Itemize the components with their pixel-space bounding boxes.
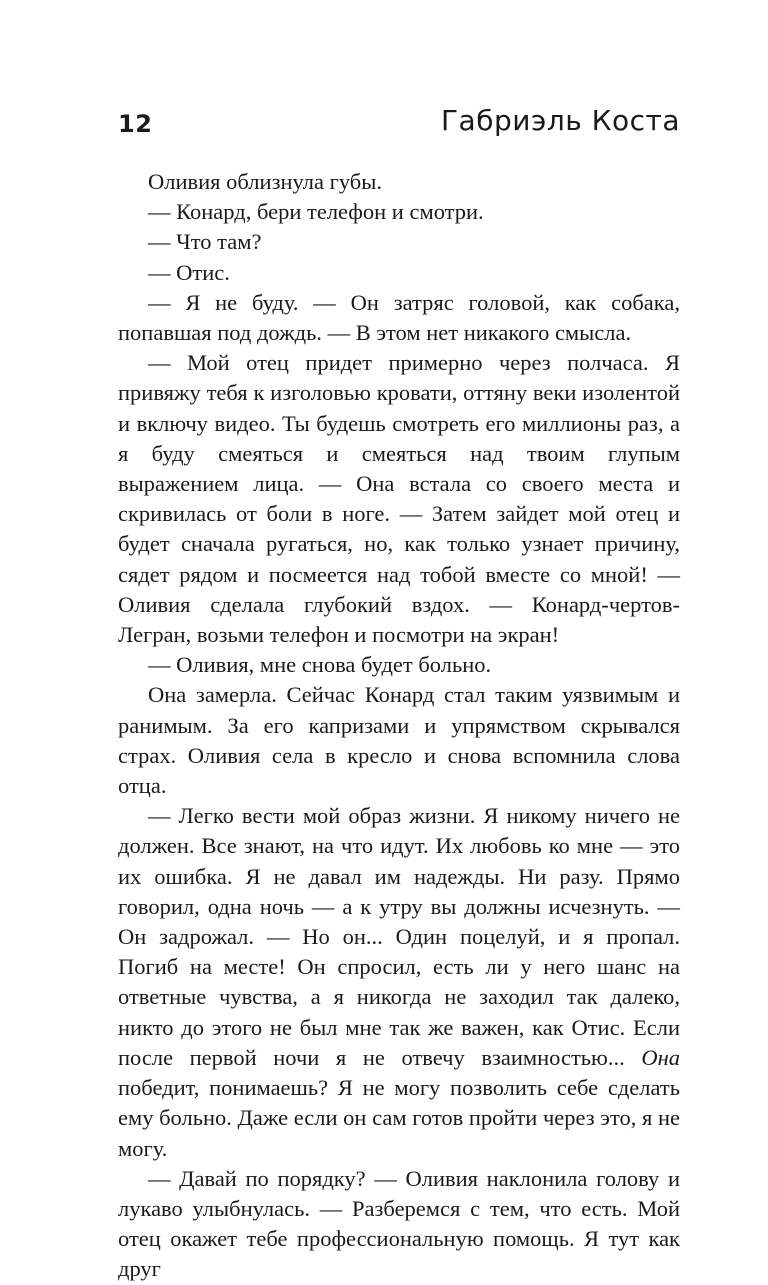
running-head	[118, 104, 680, 144]
paragraph: — Мой отец придет примерно через полчаса. Я привяжу тебя к изголовью кровати, оттяну веки изолентой и включу видео. Ты будешь смотреть его миллионы раз, а я буду смеяться и смеяться над твоим глупым выражением лица. — Она встала со своего места и скривилась от боли в ноге. — Затем зайдет мой отец и будет сначала ругаться, но, как только узнает причину, сядет рядом и посмеется над тобой вместе со мной! — Оливия сделала глубокий вздох. — Конард-чертов-Легран, возьми телефон и посмотри на экран!	[118, 350, 680, 648]
italic-emphasis: Она	[641, 1044, 680, 1070]
paragraph: — Оливия, мне снова будет больно.	[148, 652, 492, 678]
running-head-author: Габриэль Коста	[440, 104, 680, 137]
page-number: 12	[118, 110, 153, 138]
paragraph: — Отис.	[148, 259, 230, 285]
paragraph	[118, 801, 680, 1163]
paragraph-text: — Легко вести мой образ жизни. Я никому ничего не должен. Все знают, на что идут. Их любовь ко мне — это их ошибка. Я не давал им надежды. Ни разу. Прямо говорил, одна ночь — а к утру вы должны исчезнуть. — Он задрожал. — Но он... Один поцелуй, и я пропал. Погиб на месте! Он спросил, есть ли у него шанс на ответные чувства, а я никогда не заходил так далеко, никто до этого не был мне так же важен, как Отис. Если после первой ночи я не отвечу взаимностью...	[118, 803, 680, 1070]
paragraph: Оливия облизнула губы.	[148, 169, 382, 194]
paragraph: Она замерла. Сейчас Конард стал таким уязвимым и ранимым. За его капризами и упрямством скрывался страх. Оливия села в кресло и снова вспомнила слова отца.	[118, 682, 680, 799]
paragraph: — Конард, бери телефон и смотри.	[148, 199, 484, 225]
paragraph-text: победит, понимаешь? Я не могу позволить себе сделать ему больно. Даже если он сам готов пройти через это, я не могу.	[118, 1075, 680, 1161]
body-text	[118, 167, 680, 1285]
paragraph: — Что там?	[148, 229, 262, 255]
paragraph: — Давай по порядку? — Оливия наклонила голову и лукаво улыбнулась. — Разберемся с тем, что есть. Мой отец окажет тебе профессиональную помощь. Я тут как друг	[118, 1165, 680, 1282]
paragraph: — Я не буду. — Он затряс головой, как собака, попавшая под дождь. — В этом нет никакого смысла.	[118, 289, 680, 346]
